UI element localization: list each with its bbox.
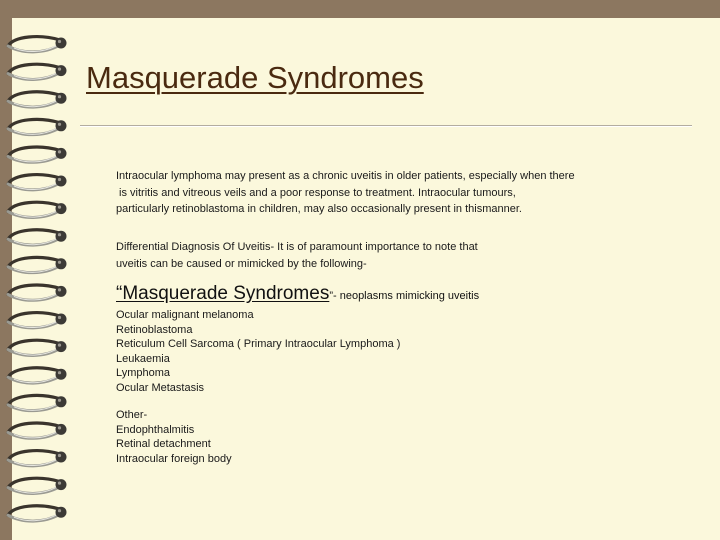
text-line: Differential Diagnosis Of Uveitis- It is of paramount importance to note that [116,241,478,253]
spiral-coil [8,230,67,245]
binding-hole [56,286,67,297]
text-line: particularly retinoblastoma in children, may also occasionally present in thismanner. [116,203,522,215]
spiral-coil [8,340,67,355]
spiral-coil [8,119,67,134]
binding-hole [56,38,67,49]
list-item: Intraocular foreign body [116,452,232,465]
binding-hole [56,424,67,435]
binding-hole [56,231,67,242]
binding-hole [56,341,67,352]
spiral-coil [8,64,67,79]
list-item: Lymphoma [116,367,171,379]
spiral-coil [8,257,67,272]
binding-hole [56,258,67,269]
binding-hole [56,148,67,159]
binding-hole [56,65,67,76]
binding-hole [56,452,67,463]
masquerade-suffix: ”- neoplasms mimicking uveitis [329,290,480,302]
text-line: uveitis can be caused or mimicked by the following- [116,257,367,270]
binding-hole [56,479,67,490]
list-item: Ocular Metastasis [116,381,205,394]
binding-hole [56,176,67,187]
text-line: Intraocular lymphoma may present as a chronic uveitis in older patients, especially when there [116,170,575,182]
list-item: Leukaemia [116,352,170,365]
text-line: is vitritis and vitreous veils and a poor response to treatment. Intraocular tumours, [116,186,516,199]
list-item: Retinal detachment [116,438,211,450]
spiral-coil [8,175,67,190]
spiral-coil [8,147,67,162]
spiral-coil [8,92,67,107]
slide-title: Masquerade Syndromes [86,60,424,95]
masquerade-heading: “Masquerade Syndromes [116,283,330,304]
other-list [116,408,232,466]
list-item: Reticulum Cell Sarcoma ( Primary Intraocular Lymphoma ) [116,338,401,350]
spiral-coil [8,451,67,466]
spiral-coil [8,368,67,383]
paragraph-differential-diagnosis [116,239,478,272]
spiral-coil [8,395,67,410]
binding-hole [56,369,67,380]
neoplasm-list [116,308,400,395]
binding-hole [56,507,67,518]
spiral-coil [8,313,67,328]
binding-hole [56,396,67,407]
spiral-coil [8,37,67,52]
binding-hole [56,314,67,325]
binding-hole [56,120,67,131]
list-item: Retinoblastoma [116,323,193,336]
list-item: Endophthalmitis [116,423,195,436]
list-item: Ocular malignant melanoma [116,309,254,321]
spiral-coil [8,478,67,493]
spiral-coil [8,423,67,438]
list-item: Other- [116,409,148,421]
binding-hole [56,93,67,104]
spiral-binding [0,0,80,540]
binding-hole [56,203,67,214]
spiral-coil [8,285,67,300]
spiral-coil [8,506,67,521]
paragraph-intraocular-lymphoma [116,168,575,218]
masquerade-line [116,283,479,305]
spiral-coil [8,202,67,217]
title-divider [80,125,692,127]
